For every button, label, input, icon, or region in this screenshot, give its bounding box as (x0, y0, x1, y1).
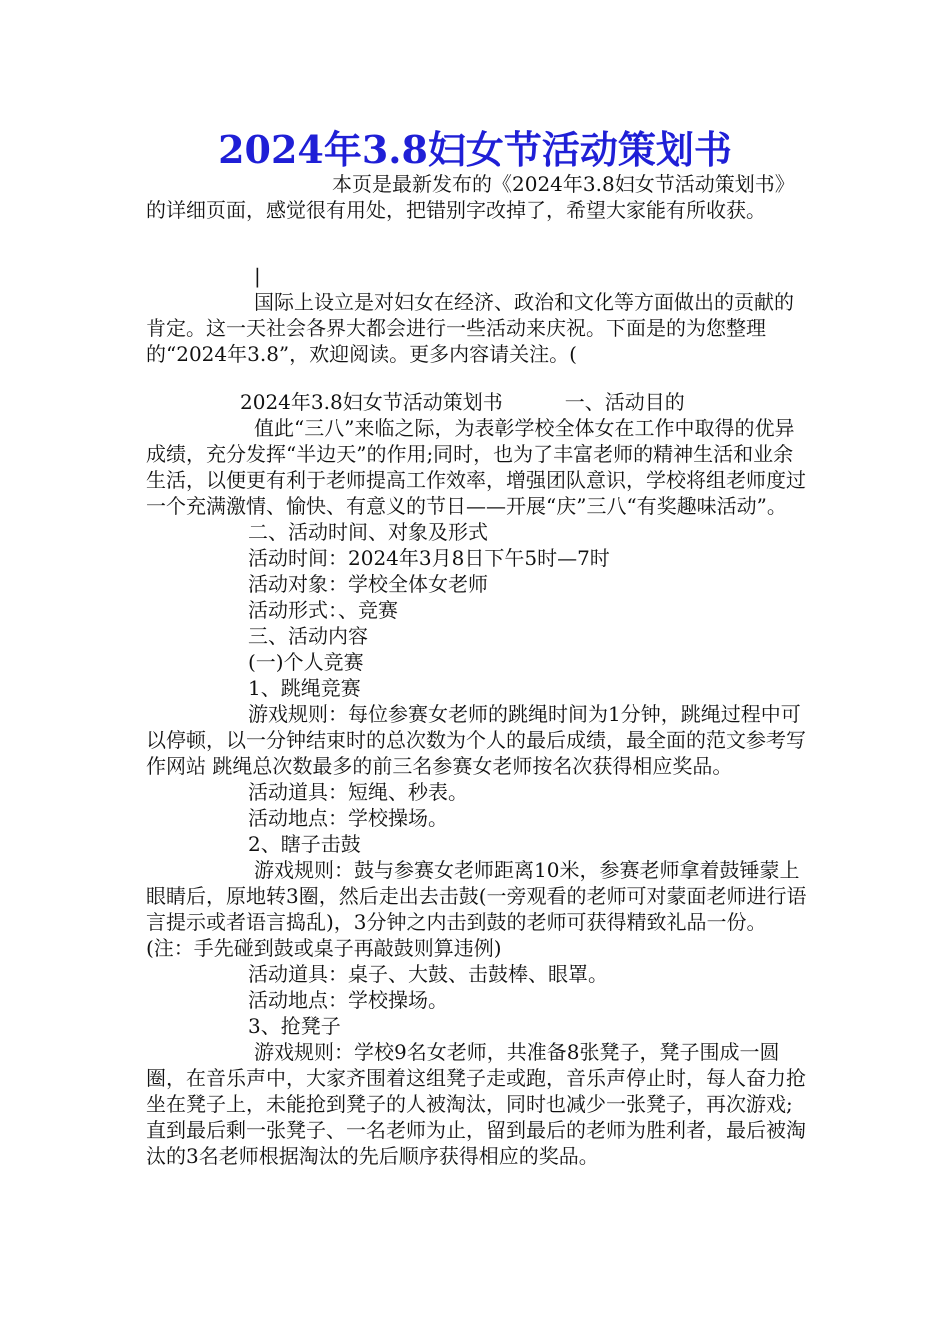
game1-props: 活动道具：短绳、秒表。 (248, 780, 468, 804)
activity-form: 活动形式：、竞赛 (248, 598, 398, 622)
subtitle: 2024年3.8妇女节活动策划书 (240, 390, 503, 414)
section-heading-3: 三、活动内容 (248, 624, 368, 648)
game2-rules: 游戏规则：鼓与参赛女老师距离10米，参赛老师拿着鼓锤蒙上眼睛后，原地转3圈，然后走出去击鼓(一旁观看的老师可对蒙面老师进行语言提示或者语言捣乱)，3分钟之内击到鼓的老师可获得精致礼品一份。(注：手先碰到鼓或桌子再敲鼓则算违例) (146, 858, 807, 960)
game1-place: 活动地点：学校操场。 (248, 806, 448, 830)
individual-heading: (一)个人竞赛 (248, 650, 364, 674)
game2-place: 活动地点：学校操场。 (248, 988, 448, 1012)
game1-rules: 游戏规则：每位参赛女老师的跳绳时间为1分钟，跳绳过程中可以停顿，以一分钟结束时的总次数为个人的最后成绩，最全面的范文参考写作网站 跳绳总次数最多的前三名参赛女老师按名次获得相应奖品。 (146, 702, 806, 778)
section-heading-2: 二、活动时间、对象及形式 (248, 520, 488, 544)
game3-rules: 游戏规则：学校9名女老师，共准备8张凳子，凳子围成一圆圈，在音乐声中，大家齐围着这组凳子走或跑，音乐声停止时，每人奋力抢坐在凳子上，未能抢到凳子的人被淘汰，同时也减少一张凳子，再次游戏;直到最后剩一张凳子、一名老师为止，留到最后的老师为胜利者，最后被淘汰的3名老师根据淘汰的先后顺序获得相应的奖品。 (146, 1040, 806, 1168)
document-body (146, 171, 810, 1169)
game2-props: 活动道具：桌子、大鼓、击鼓棒、眼罩。 (248, 962, 608, 986)
game1-title: 1、跳绳竞赛 (248, 676, 361, 700)
purpose-paragraph: 值此“三八”来临之际，为表彰学校全体女在工作中取得的优异成绩，充分发挥“半边天”的作用;同时，也为了丰富老师的精神生活和业余生活，以便更有利于老师提高工作效率，增强团队意识，学校将组老师度过一个充满激情、愉快、有意义的节日——开展“庆”三八“有奖趣味活动”。 (146, 416, 806, 518)
subtitle-line (146, 389, 810, 415)
section-heading-1: 一、活动目的 (564, 390, 685, 414)
intro-paragraph: 本页是最新发布的《2024年3.8妇女节活动策划书》的详细页面，感觉很有用处，把错别字改掉了，希望大家能有所收获。 (146, 172, 795, 222)
activity-time: 活动时间：2024年3月8日下午5时—7时 (248, 546, 610, 570)
page-title: 2024年3.8妇女节活动策划书 (218, 127, 732, 172)
game2-title: 2、瞎子击鼓 (248, 832, 361, 856)
activity-target: 活动对象：学校全体女老师 (248, 572, 488, 596)
lead-paragraph: 国际上设立是对妇女在经济、政治和文化等方面做出的贡献的肯定。这一天社会各界大都会进行一些活动来庆祝。下面是的为您整理的“2024年3.8”，欢迎阅读。更多内容请关注。( (146, 290, 794, 366)
text-cursor: | (254, 264, 261, 288)
game3-title: 3、抢凳子 (248, 1014, 341, 1038)
